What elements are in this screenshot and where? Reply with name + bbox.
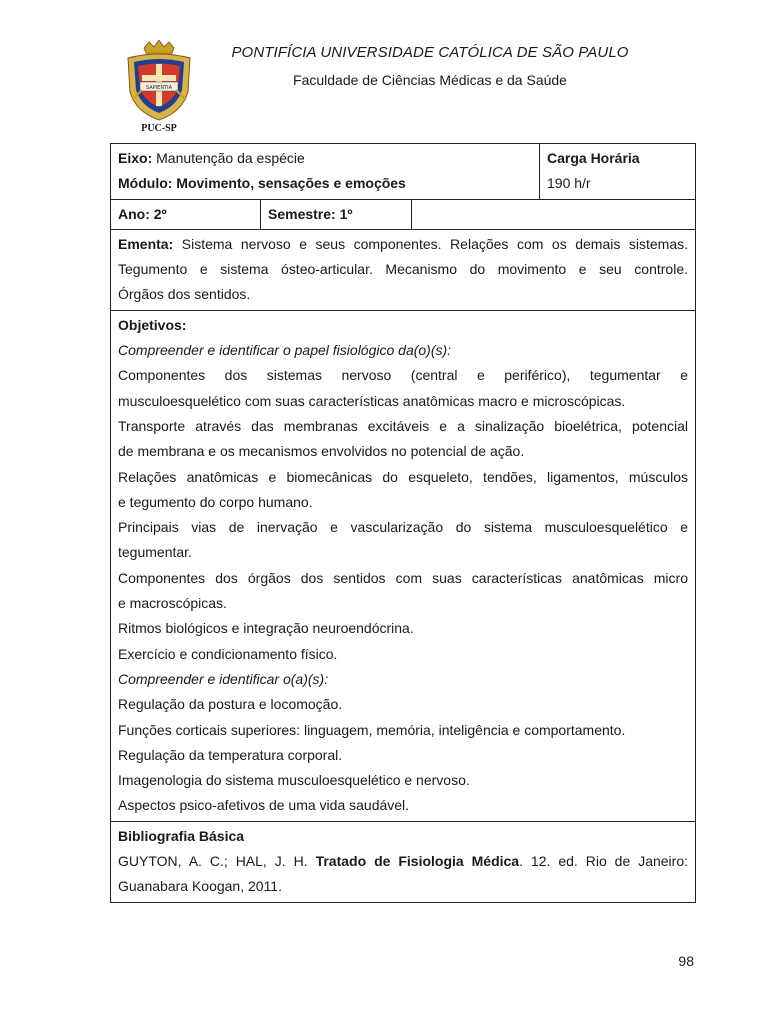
objetivo-line: Imagenologia do sistema musculoesquelético e nervoso. (118, 772, 470, 789)
ementa-label: Ementa: (118, 235, 174, 252)
modulo-line (118, 171, 532, 196)
objetivo-line: Relações anatômicas e biomecânicas do esqueleto, tendões, ligamentos, músculos (118, 468, 688, 485)
page-number: 98 (678, 953, 694, 969)
ano-cell (111, 199, 261, 229)
bibliografia-cell (111, 821, 696, 902)
bibliografia-label: Bibliografia Básica (118, 827, 245, 844)
objetivo-line: Componentes dos sistemas nervoso (central e periférico), tegumentar e (118, 367, 688, 384)
svg-text:PUC-SP: PUC-SP (141, 123, 177, 134)
workload-cell (540, 144, 696, 200)
modulo-label: Módulo: Movimento, sensações e emoções (118, 175, 406, 192)
objetivo-line: Transporte através das membranas excitáveis e a sinalização bioelétrica, potencial (118, 417, 688, 434)
objetivo-line: Exercício e condicionamento físico. (118, 645, 338, 662)
objetivos-cell (111, 310, 696, 821)
objetivos-row (111, 310, 696, 821)
carga-label: Carga Horária (547, 150, 640, 166)
objetivo-line: musculoesquelético com suas características anatômicas macro e microscópicas. (118, 392, 626, 409)
ementa-line-2: Tegumento e sistema ósteo-articular. Mecanismo do movimento e seu controle. (118, 261, 688, 278)
objetivo-line: Principais vias de inervação e vascularização do sistema musculoesquelético e (118, 519, 688, 536)
eixo-label: Eixo: (118, 150, 153, 166)
course-table (110, 143, 696, 903)
objetivo-line: Regulação da postura e locomoção. (118, 696, 343, 713)
semestre-cell (261, 199, 412, 229)
bibliografia-line-2: Guanabara Koogan, 2011. (118, 878, 282, 895)
objetivos-subheading-2: Compreender e identificar o(a)(s): (118, 670, 329, 687)
bibliografia-row (111, 821, 696, 902)
ano-label: Ano: 2º (118, 205, 167, 222)
objetivo-line: e macroscópicas. (118, 595, 227, 612)
bib-authors: GUYTON, A. C.; HAL, J. H. (118, 853, 308, 870)
module-cell (111, 144, 540, 200)
faculty-title: Faculdade de Ciências Médicas e da Saúde (293, 72, 567, 88)
bibliografia-line-1 (118, 849, 688, 874)
objetivo-line: Funções corticais superiores: linguagem, memória, inteligência e comportamento. (118, 721, 626, 738)
objetivo-line: de membrana e os mecanismos envolvidos no potencial de ação. (118, 443, 525, 460)
objetivo-line: e tegumento do corpo humano. (118, 493, 313, 510)
objetivo-line: Componentes dos órgãos dos sentidos com suas características anatômicas micro (118, 569, 688, 586)
empty-cell (412, 199, 696, 229)
course-row (111, 144, 696, 200)
carga-value: 190 h/r (547, 175, 591, 192)
bib-title: Tratado de Fisiologia Médica (315, 853, 520, 870)
year-row (111, 199, 696, 229)
svg-text:SAPIENTIA: SAPIENTIA (145, 85, 173, 91)
ementa-cell (111, 229, 696, 310)
objetivo-line: Aspectos psico-afetivos de uma vida saudável. (118, 797, 410, 814)
bib-rest: . 12. ed. Rio de Janeiro: (519, 853, 689, 870)
semestre-label: Semestre: 1º (268, 205, 353, 222)
objetivo-line: Ritmos biológicos e integração neuroendócrina. (118, 620, 414, 637)
ementa-line-1 (118, 232, 688, 257)
university-title: PONTIFÍCIA UNIVERSIDADE CATÓLICA DE SÃO PAULO (231, 44, 629, 61)
objetivos-label: Objetivos: (118, 316, 187, 333)
ementa-line-3: Órgãos dos sentidos. (118, 286, 251, 303)
ementa-text-1: Sistema nervoso e seus componentes. Relações com os demais sistemas. (181, 235, 689, 252)
eixo-line (118, 146, 532, 171)
objetivo-line: tegumentar. (118, 544, 192, 561)
objetivo-line: Regulação da temperatura corporal. (118, 746, 343, 763)
ementa-row (111, 229, 696, 310)
objetivos-subheading-1: Compreender e identificar o papel fisiológico da(o)(s): (118, 342, 452, 359)
eixo-value: Manutenção da espécie (156, 150, 305, 166)
